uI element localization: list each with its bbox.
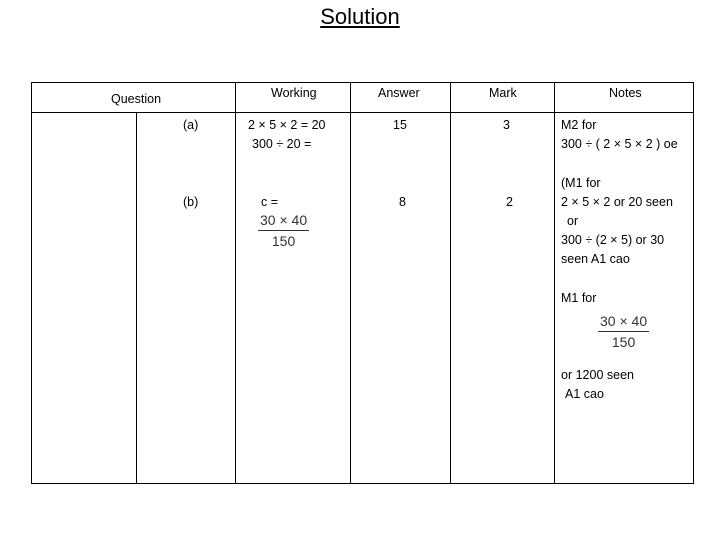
notes-a-line-1: M2 for bbox=[561, 118, 597, 132]
notes-b-line-7: or 1200 seen bbox=[561, 368, 634, 382]
fraction-bar bbox=[258, 230, 309, 231]
notes-b-line-6: M1 for bbox=[561, 291, 597, 305]
column-divider-working bbox=[235, 83, 236, 483]
column-divider-answer bbox=[350, 83, 351, 483]
header-working: Working bbox=[271, 86, 317, 100]
column-divider-mark bbox=[450, 83, 451, 483]
notes-b-line-2: 2 × 5 × 2 or 20 seen bbox=[561, 195, 673, 209]
page-title: Solution bbox=[320, 4, 400, 29]
working-b-numerator: 30 × 40 bbox=[260, 212, 308, 228]
working-a-line-2: 300 ÷ 20 = bbox=[252, 137, 312, 151]
working-b-line-1: c = bbox=[261, 195, 279, 209]
solution-table bbox=[31, 82, 694, 484]
header-notes: Notes bbox=[609, 86, 642, 100]
header-mark: Mark bbox=[489, 86, 517, 100]
mark-b: 2 bbox=[506, 195, 513, 209]
notes-b-line-4: 300 ÷ (2 × 5) or 30 bbox=[561, 233, 665, 247]
notes-b-fraction bbox=[598, 313, 649, 350]
fraction-bar bbox=[598, 331, 649, 332]
question-subdivider bbox=[136, 112, 137, 483]
header-answer: Answer bbox=[378, 86, 420, 100]
answer-b: 8 bbox=[399, 195, 406, 209]
mark-a: 3 bbox=[503, 118, 510, 132]
working-b-denominator: 150 bbox=[271, 233, 296, 249]
notes-a-line-2: 300 ÷ ( 2 × 5 × 2 ) oe bbox=[561, 137, 678, 151]
notes-b-line-1: (M1 for bbox=[561, 176, 601, 190]
notes-b-line-3: or bbox=[567, 214, 579, 228]
question-label-a: (a) bbox=[183, 118, 199, 132]
answer-a: 15 bbox=[393, 118, 407, 132]
notes-b-denominator: 150 bbox=[611, 334, 636, 350]
question-label-b: (b) bbox=[183, 195, 199, 209]
notes-b-line-5: seen A1 cao bbox=[561, 252, 630, 266]
header-divider bbox=[32, 112, 693, 113]
working-a-line-1: 2 × 5 × 2 = 20 bbox=[248, 118, 326, 132]
header-question: Question bbox=[111, 92, 162, 106]
notes-b-numerator: 30 × 40 bbox=[600, 313, 648, 329]
column-divider-notes bbox=[554, 83, 555, 483]
working-b-fraction bbox=[258, 212, 309, 249]
notes-b-line-8: A1 cao bbox=[565, 387, 604, 401]
